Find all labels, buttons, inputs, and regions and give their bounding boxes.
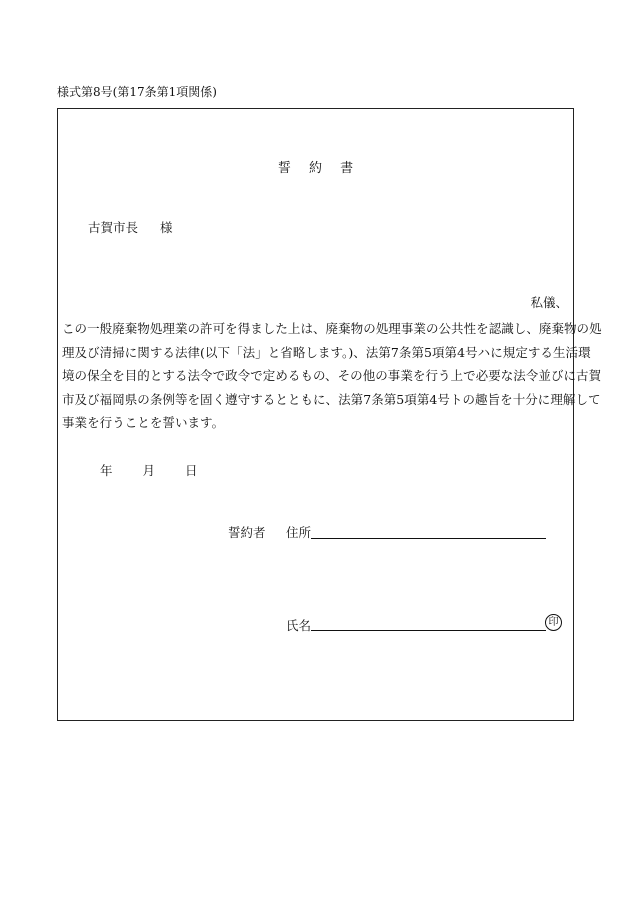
form-number: 様式第8号(第17条第1項関係): [57, 85, 217, 99]
seal-icon: 印: [545, 614, 562, 631]
pledge-line: この一般廃棄物処理業の許可を得ました上は、廃棄物の処理事業の公共性を認識し、廃棄物の処: [62, 321, 602, 336]
name-field[interactable]: [311, 630, 546, 631]
address-label: 住所: [286, 525, 312, 540]
addressee: [88, 218, 173, 236]
pledge-line: 事業を行うことを誓います。: [62, 415, 225, 430]
addressee-name: 古賀市長: [88, 220, 139, 235]
pledge-line: 理及び清掃に関する法律(以下「法」と省略します。)、法第7条第5項第4号ハに規定する生活環: [62, 344, 591, 360]
pledge-body: [62, 317, 602, 435]
date-field[interactable]: [100, 461, 198, 479]
address-field[interactable]: [311, 538, 546, 539]
date-year-label: 年: [100, 463, 113, 478]
document-frame: [57, 108, 602, 721]
name-label: 氏名: [286, 618, 312, 633]
date-day-label: 日: [185, 463, 198, 478]
pledge-line: 市及び福岡県の条例等を固く遵守するとともに、法第7条第5項第4号トの趣旨を十分に理解して: [62, 391, 601, 407]
document-title: 誓 約 書: [277, 161, 361, 176]
self-reference: 私儀、: [530, 295, 568, 310]
addressee-honorific: 様: [160, 220, 173, 235]
oath-taker-label: 誓約者: [228, 525, 266, 540]
pledge-line: 境の保全を目的とする法令で政令で定めるもの、その他の事業を行う上で必要な法令並びに古賀: [62, 368, 602, 383]
date-month-label: 月: [142, 463, 156, 478]
